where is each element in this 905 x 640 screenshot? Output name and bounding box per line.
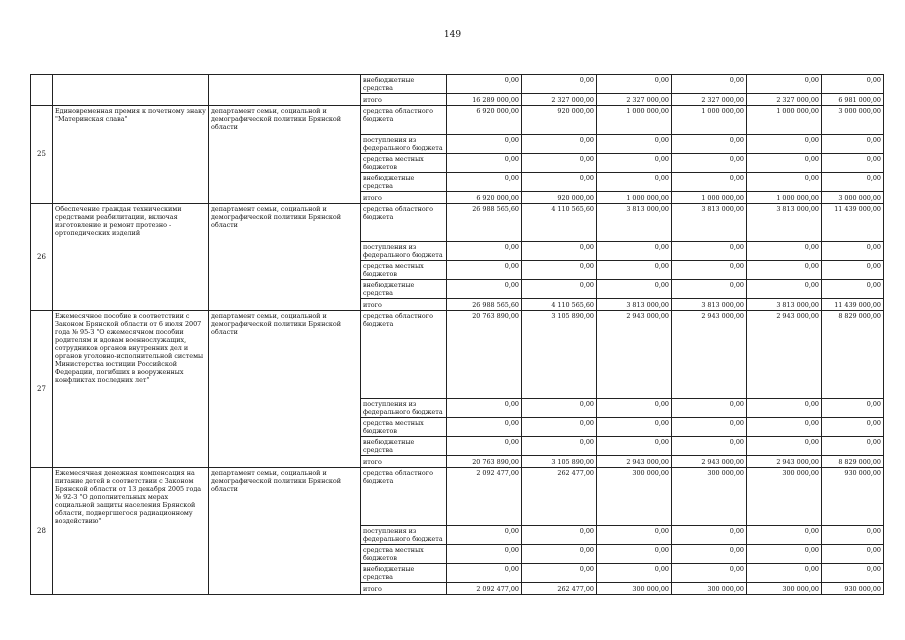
funding-source: средства местных бюджетов: [361, 545, 447, 564]
amount-cell: 3 813 000,00: [747, 299, 822, 311]
amount-cell: 0,00: [447, 135, 522, 154]
amount-cell: 920 000,00: [522, 192, 597, 204]
amount-cell: 0,00: [447, 399, 522, 418]
amount-cell: 920 000,00: [522, 106, 597, 135]
amount-cell: 0,00: [597, 280, 672, 299]
amount-cell: 0,00: [672, 437, 747, 456]
item-name: Ежемесячная денежная компенсация на питание детей в соответствии с Законом Брянской области от 13 декабря 2005 года № 92-З "О дополнительных мерах социальной защиты населения Брянской области, подвергшегося радиационному воздействию": [53, 468, 209, 595]
amount-cell: 0,00: [597, 173, 672, 192]
amount-cell: 0,00: [597, 154, 672, 173]
amount-cell: 4 110 565,60: [522, 299, 597, 311]
name-cell: [53, 75, 209, 106]
amount-cell: 0,00: [597, 399, 672, 418]
amount-cell: 1 000 000,00: [597, 192, 672, 204]
amount-cell: 0,00: [522, 280, 597, 299]
amount-cell: 4 110 565,60: [522, 204, 597, 242]
funding-source: поступления из федерального бюджета: [361, 135, 447, 154]
item-number: 26: [31, 204, 53, 311]
amount-cell: 930 000,00: [822, 583, 884, 595]
amount-cell: 0,00: [522, 154, 597, 173]
amount-cell: 0,00: [672, 545, 747, 564]
amount-cell: 0,00: [747, 75, 822, 94]
amount-cell: 2 943 000,00: [747, 311, 822, 399]
amount-cell: 0,00: [597, 437, 672, 456]
amount-cell: 0,00: [672, 564, 747, 583]
amount-cell: 0,00: [822, 154, 884, 173]
amount-cell: 0,00: [747, 261, 822, 280]
amount-cell: 0,00: [672, 135, 747, 154]
amount-cell: 0,00: [747, 242, 822, 261]
amount-cell: 0,00: [822, 564, 884, 583]
amount-cell: 3 813 000,00: [597, 204, 672, 242]
funding-source: средства областного бюджета: [361, 468, 447, 526]
number-cell: [31, 75, 53, 106]
amount-cell: 3 105 890,00: [522, 311, 597, 399]
amount-cell: 1 000 000,00: [747, 106, 822, 135]
item-number: 25: [31, 106, 53, 204]
amount-cell: 0,00: [747, 545, 822, 564]
amount-cell: 0,00: [597, 564, 672, 583]
amount-cell: 262 477,00: [522, 468, 597, 526]
amount-cell: 0,00: [597, 242, 672, 261]
amount-cell: 1 000 000,00: [672, 192, 747, 204]
funding-source: итого: [361, 456, 447, 468]
amount-cell: 0,00: [447, 526, 522, 545]
amount-cell: 6 920 000,00: [447, 106, 522, 135]
funding-source: средства местных бюджетов: [361, 418, 447, 437]
amount-cell: 8 829 000,00: [822, 311, 884, 399]
item-number: 27: [31, 311, 53, 468]
amount-cell: 2 943 000,00: [747, 456, 822, 468]
budget-table: [30, 74, 884, 595]
amount-cell: 3 000 000,00: [822, 106, 884, 135]
amount-cell: 3 813 000,00: [747, 204, 822, 242]
amount-cell: 0,00: [447, 173, 522, 192]
amount-cell: 2 327 000,00: [747, 94, 822, 106]
amount-cell: 0,00: [597, 545, 672, 564]
amount-cell: 2 327 000,00: [597, 94, 672, 106]
amount-cell: 2 943 000,00: [672, 311, 747, 399]
amount-cell: 0,00: [747, 418, 822, 437]
amount-cell: 0,00: [522, 399, 597, 418]
item-executor: департамент семьи, социальной и демографической политики Брянской области: [209, 204, 361, 311]
amount-cell: 0,00: [747, 135, 822, 154]
amount-cell: 0,00: [747, 437, 822, 456]
funding-source: внебюджетные средства: [361, 564, 447, 583]
amount-cell: 0,00: [822, 135, 884, 154]
amount-cell: 0,00: [672, 75, 747, 94]
amount-cell: 0,00: [672, 242, 747, 261]
funding-source: поступления из федерального бюджета: [361, 399, 447, 418]
amount-cell: 1 000 000,00: [597, 106, 672, 135]
amount-cell: 0,00: [822, 173, 884, 192]
amount-cell: 0,00: [672, 399, 747, 418]
amount-cell: 0,00: [522, 418, 597, 437]
amount-cell: 300 000,00: [747, 583, 822, 595]
page-number: 149: [443, 30, 462, 40]
table-row: [31, 311, 884, 399]
amount-cell: 0,00: [597, 75, 672, 94]
amount-cell: 0,00: [822, 75, 884, 94]
amount-cell: 0,00: [747, 399, 822, 418]
amount-cell: 1 000 000,00: [672, 106, 747, 135]
amount-cell: 0,00: [447, 437, 522, 456]
item-number: 28: [31, 468, 53, 595]
amount-cell: 0,00: [672, 261, 747, 280]
amount-cell: 262 477,00: [522, 583, 597, 595]
funding-source: итого: [361, 192, 447, 204]
amount-cell: 0,00: [672, 526, 747, 545]
amount-cell: 0,00: [522, 526, 597, 545]
amount-cell: 0,00: [747, 526, 822, 545]
table-row: [31, 204, 884, 242]
amount-cell: 20 763 890,00: [447, 311, 522, 399]
funding-source: внебюджетные средства: [361, 75, 447, 94]
funding-source: внебюджетные средства: [361, 437, 447, 456]
amount-cell: 0,00: [822, 280, 884, 299]
funding-source: поступления из федерального бюджета: [361, 526, 447, 545]
amount-cell: 0,00: [522, 173, 597, 192]
amount-cell: 16 289 000,00: [447, 94, 522, 106]
amount-cell: 0,00: [822, 418, 884, 437]
amount-cell: 0,00: [597, 261, 672, 280]
funding-source: средства областного бюджета: [361, 106, 447, 135]
amount-cell: 930 000,00: [822, 468, 884, 526]
amount-cell: 3 000 000,00: [822, 192, 884, 204]
amount-cell: 3 105 890,00: [522, 456, 597, 468]
amount-cell: 300 000,00: [597, 583, 672, 595]
amount-cell: 2 943 000,00: [597, 311, 672, 399]
table-row: [31, 468, 884, 526]
funding-source: итого: [361, 94, 447, 106]
amount-cell: 11 439 000,00: [822, 204, 884, 242]
item-executor: департамент семьи, социальной и демографической политики Брянской области: [209, 106, 361, 204]
amount-cell: 0,00: [822, 526, 884, 545]
amount-cell: 0,00: [447, 418, 522, 437]
amount-cell: 2 092 477,00: [447, 583, 522, 595]
item-executor: департамент семьи, социальной и демографической политики Брянской области: [209, 311, 361, 468]
amount-cell: 2 327 000,00: [672, 94, 747, 106]
amount-cell: 0,00: [822, 399, 884, 418]
table-row: [31, 75, 884, 94]
executor-cell: [209, 75, 361, 106]
amount-cell: 0,00: [447, 545, 522, 564]
amount-cell: 3 813 000,00: [597, 299, 672, 311]
funding-source: итого: [361, 299, 447, 311]
amount-cell: 0,00: [597, 418, 672, 437]
amount-cell: 2 327 000,00: [522, 94, 597, 106]
amount-cell: 3 813 000,00: [672, 204, 747, 242]
amount-cell: 11 439 000,00: [822, 299, 884, 311]
funding-source: внебюджетные средства: [361, 173, 447, 192]
amount-cell: 0,00: [522, 564, 597, 583]
amount-cell: 0,00: [447, 154, 522, 173]
amount-cell: 20 763 890,00: [447, 456, 522, 468]
amount-cell: 0,00: [522, 75, 597, 94]
amount-cell: 6 981 000,00: [822, 94, 884, 106]
amount-cell: 0,00: [522, 135, 597, 154]
amount-cell: 0,00: [447, 242, 522, 261]
amount-cell: 0,00: [822, 261, 884, 280]
table-body: [31, 75, 884, 595]
amount-cell: 0,00: [447, 261, 522, 280]
amount-cell: 0,00: [747, 173, 822, 192]
amount-cell: 0,00: [447, 75, 522, 94]
amount-cell: 300 000,00: [747, 468, 822, 526]
item-name: Единовременная премия к почетному знаку "Материнская слава": [53, 106, 209, 204]
amount-cell: 0,00: [597, 135, 672, 154]
table-row: [31, 106, 884, 135]
funding-source: внебюджетные средства: [361, 280, 447, 299]
funding-source: средства областного бюджета: [361, 204, 447, 242]
amount-cell: 0,00: [822, 242, 884, 261]
amount-cell: 2 943 000,00: [672, 456, 747, 468]
amount-cell: 0,00: [672, 173, 747, 192]
amount-cell: 3 813 000,00: [672, 299, 747, 311]
amount-cell: 26 988 565,60: [447, 299, 522, 311]
amount-cell: 300 000,00: [672, 583, 747, 595]
amount-cell: 0,00: [747, 280, 822, 299]
amount-cell: 0,00: [747, 564, 822, 583]
item-executor: департамент семьи, социальной и демографической политики Брянской области: [209, 468, 361, 595]
amount-cell: 0,00: [522, 242, 597, 261]
amount-cell: 300 000,00: [597, 468, 672, 526]
funding-source: средства местных бюджетов: [361, 154, 447, 173]
amount-cell: 0,00: [447, 564, 522, 583]
amount-cell: 0,00: [597, 526, 672, 545]
amount-cell: 0,00: [672, 154, 747, 173]
amount-cell: 0,00: [447, 280, 522, 299]
amount-cell: 2 092 477,00: [447, 468, 522, 526]
amount-cell: 0,00: [747, 154, 822, 173]
amount-cell: 0,00: [822, 545, 884, 564]
funding-source: поступления из федерального бюджета: [361, 242, 447, 261]
amount-cell: 0,00: [672, 280, 747, 299]
funding-source: средства областного бюджета: [361, 311, 447, 399]
amount-cell: 0,00: [822, 437, 884, 456]
funding-source: итого: [361, 583, 447, 595]
amount-cell: 0,00: [522, 545, 597, 564]
amount-cell: 8 829 000,00: [822, 456, 884, 468]
funding-source: средства местных бюджетов: [361, 261, 447, 280]
amount-cell: 0,00: [522, 437, 597, 456]
amount-cell: 0,00: [672, 418, 747, 437]
item-name: Ежемесячное пособие в соответствии с Законом Брянской области от 6 июля 2007 года № 95-З "О ежемесячном пособии родителям и вдовам военнослужащих, сотрудников органов внутренних дел и органов уголовно-исполнительной системы Министерства юстиции Российской Федерации, погибших в вооруженных конфликтах последних лет": [53, 311, 209, 468]
amount-cell: 6 920 000,00: [447, 192, 522, 204]
amount-cell: 26 988 565,60: [447, 204, 522, 242]
amount-cell: 0,00: [522, 261, 597, 280]
amount-cell: 300 000,00: [672, 468, 747, 526]
item-name: Обеспечение граждан техническими средствами реабилитации, включая изготовление и ремонт протезно - ортопедических изделий: [53, 204, 209, 311]
amount-cell: 1 000 000,00: [747, 192, 822, 204]
amount-cell: 2 943 000,00: [597, 456, 672, 468]
